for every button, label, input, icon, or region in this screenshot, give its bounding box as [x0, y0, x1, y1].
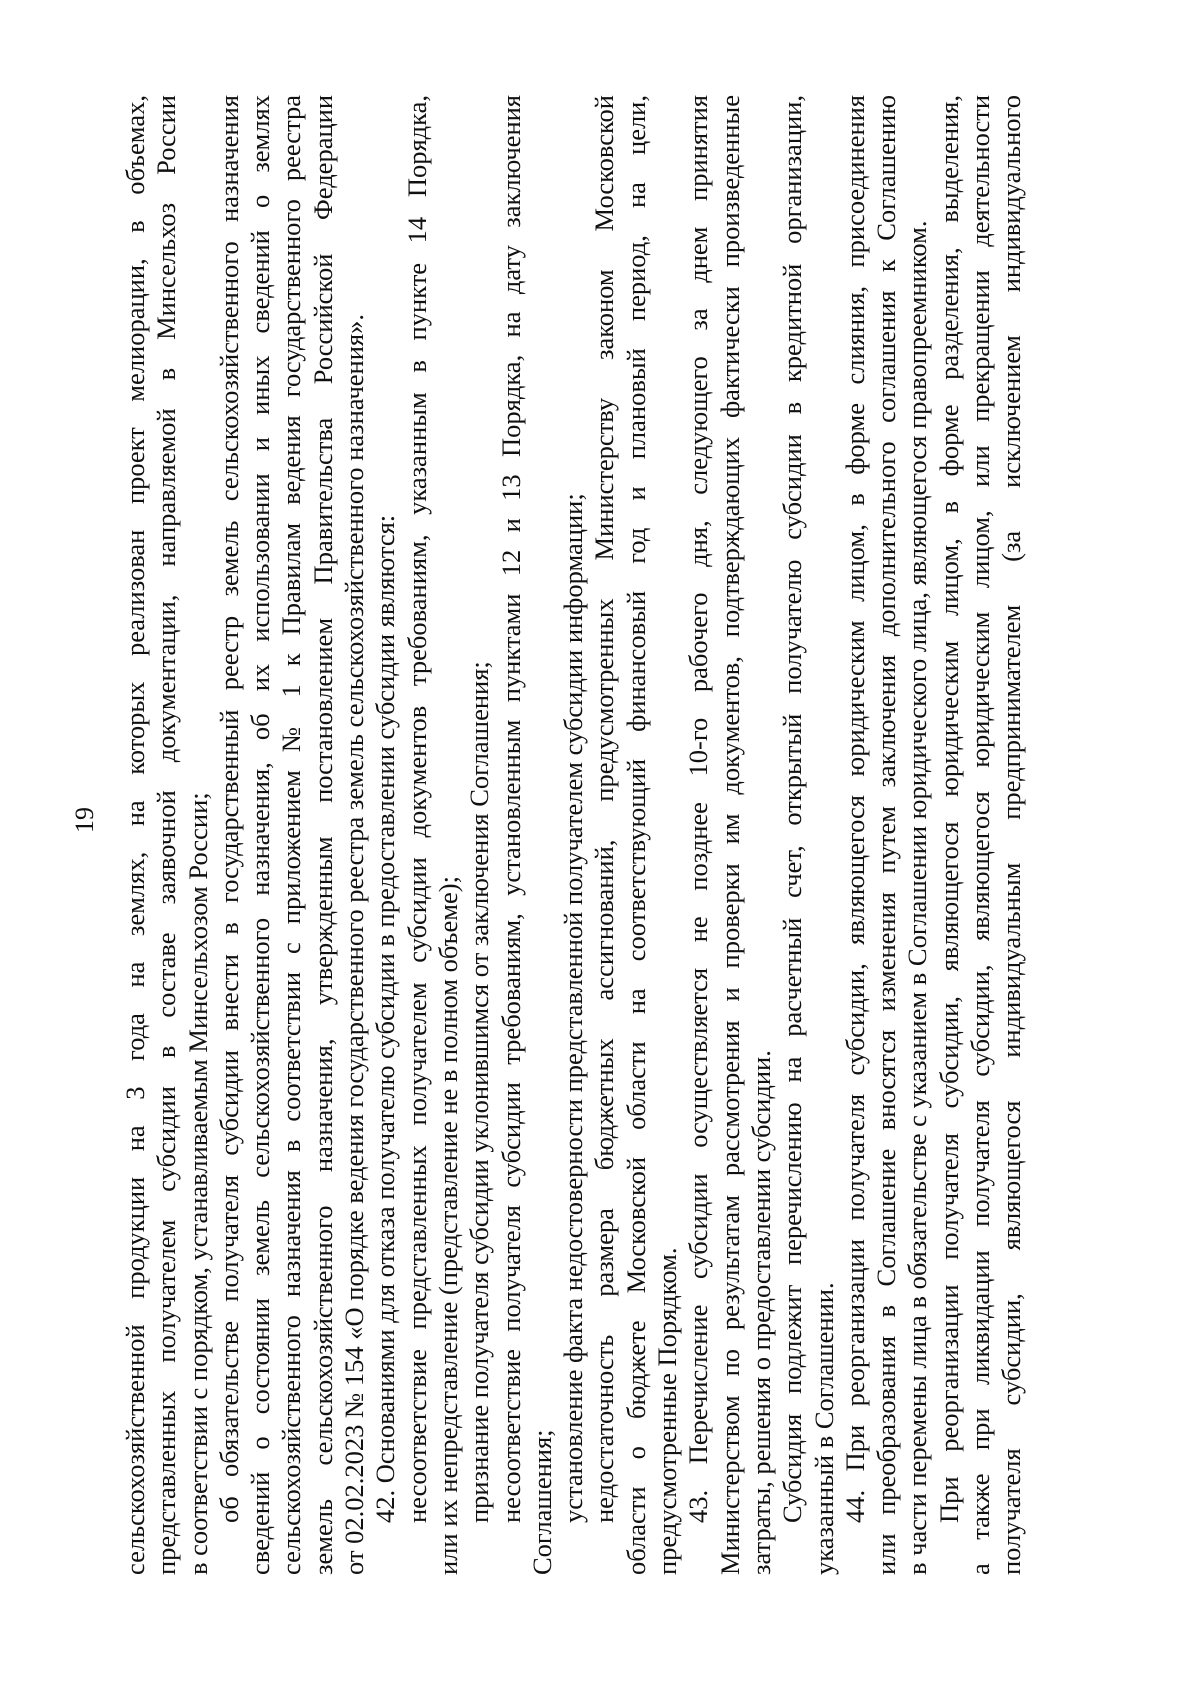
text-line: а также при ликвидации получателя субсидии, являющегося юридическим лицом, или прекращении деятельности — [965, 95, 996, 1575]
text-line: земель сельскохозяйственного назначения, утвержденным постановлением Правительства Российской Федерации — [307, 95, 338, 1575]
text-line: При реорганизации получателя субсидии, являющегося юридическим лицом, в форме разделения, выделения, — [933, 95, 964, 1523]
text-line: от 02.02.2023 № 154 «О порядке ведения государственного реестра земель сельскохозяйственного назначения». — [339, 314, 370, 1575]
body-text — [120, 95, 1110, 1575]
text-line: области о бюджете Московской области на соответствующий финансовый год и плановый период, на цели, — [620, 95, 651, 1575]
text-line: несоответствие получателя субсидии требованиям, установленным пунктами 12 и 13 Порядка, на дату заключения — [495, 95, 526, 1523]
text-line: установление факта недостоверности представленной получателем субсидии информации; — [558, 493, 589, 1523]
text-line: сельскохозяйственного назначения в соответствии с приложением № 1 к Правилам ведения государственного реестра — [276, 95, 307, 1575]
text-line: указанный в Соглашении. — [808, 1282, 839, 1575]
text-line: 43. Перечисление субсидии осуществляется не позднее 10-го рабочего дня, следующего за днем принятия — [683, 95, 714, 1523]
text-line: представленных получателем субсидии в составе заявочной документации, направляемой в Минсельхоз России — [151, 95, 182, 1575]
text-line: несоответствие представленных получателем субсидии документов требованиям, указанным в пункте 14 Порядка, — [401, 95, 432, 1523]
text-line: Субсидия подлежит перечислению на расчетный счет, открытый получателю субсидии в кредитной организации, — [777, 95, 808, 1523]
text-line: сельскохозяйственной продукции на 3 года на землях, на которых реализован проект мелиорации, в объемах, — [120, 95, 150, 1575]
page-number: 19 — [70, 807, 99, 833]
text-line: в соответствии с порядком, устанавливаемым Минсельхозом России; — [182, 792, 213, 1575]
text-line: 42. Основаниями для отказа получателю субсидии в предоставлении субсидии являются: — [370, 514, 401, 1523]
text-line: Министерством по результатам рассмотрения и проверки им документов, подтверждающих фактически произведенные — [714, 95, 745, 1575]
text-line: 44. При реорганизации получателя субсидии, являющегося юридическим лицом, в форме слияния, присоединения — [839, 95, 870, 1523]
text-line: Соглашения; — [526, 1429, 557, 1575]
text-line: об обязательстве получателя субсидии внести в государственный реестр земель сельскохозяйственного назначения — [213, 95, 244, 1523]
text-line: сведений о состоянии земель сельскохозяйственного назначения, об их использовании и иных сведений о землях — [245, 95, 276, 1575]
rotated-content — [70, 95, 1110, 1575]
text-line: признание получателя субсидии уклонившимся от заключения Соглашения; — [464, 661, 495, 1523]
text-line: или их непредставление (представление не в полном объеме); — [432, 876, 463, 1575]
text-line: затраты, решения о предоставлении субсидии. — [745, 1050, 776, 1575]
text-line: в части перемены лица в обязательстве с указанием в Соглашении юридического лица, являющегося правопреемником. — [902, 220, 933, 1575]
text-line: получателя субсидии, являющегося индивидуальным предпринимателем (за исключением индивидуального — [996, 95, 1027, 1575]
text-line: или преобразования в Соглашение вносятся изменения путем заключения дополнительного соглашения к Соглашению — [871, 95, 902, 1575]
text-line: предусмотренные Порядком. — [652, 1247, 683, 1575]
text-line: недостаточность размера бюджетных ассигнований, предусмотренных Министерству законом Московской — [589, 95, 620, 1523]
